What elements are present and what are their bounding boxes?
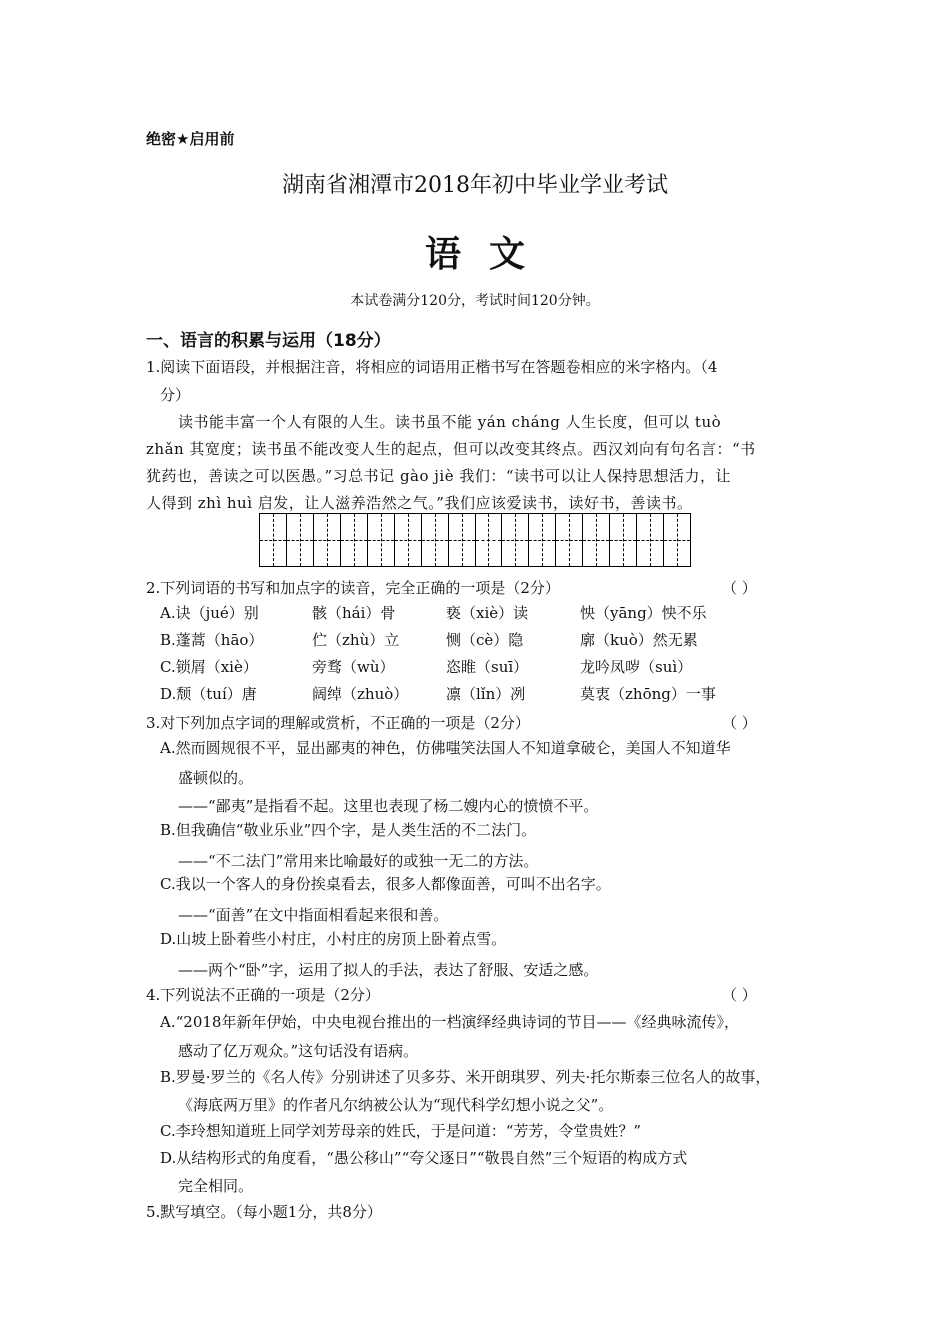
grid-cell bbox=[422, 514, 449, 566]
q1-stem-line1: 1.阅读下面语段，并根据注音，将相应的词语用正楷书写在答题卷相应的米字格内。（4 bbox=[146, 358, 718, 376]
score-info: 本试卷满分120分，考试时间120分钟。 bbox=[350, 293, 600, 309]
grid-cell bbox=[260, 514, 287, 566]
grid-cell bbox=[637, 514, 664, 566]
q2-option-item: 廓（kuò）然无累 bbox=[580, 631, 698, 649]
q3-line: ——“面善”在文中指面相看起来很和善。 bbox=[178, 906, 449, 924]
q4-line: A.“2018年新年伊始，中央电视台推出的一档演绎经典诗词的节目——《经典咏流传》， bbox=[160, 1013, 739, 1031]
q2-option-item: D.颓（tuí）唐 bbox=[160, 685, 257, 703]
q1-passage-line: 人得到 zhì huì 启发，让人滋养浩然之气。”我们应该爱读书，读好书，善读书。 bbox=[146, 494, 693, 512]
q4-answer-paren: （ ） bbox=[722, 986, 757, 1004]
grid-cell bbox=[664, 514, 690, 566]
grid-cell bbox=[314, 514, 341, 566]
q2-option-item: 莫衷（zhōng）一事 bbox=[580, 685, 716, 703]
q4-line: 感动了亿万观众。”这句话没有语病。 bbox=[178, 1042, 419, 1060]
q4-line: 《海底两万里》的作者凡尔纳被公认为“现代科学幻想小说之父”。 bbox=[178, 1096, 614, 1114]
grid-cell bbox=[529, 514, 556, 566]
q2-option-item: C.锁屑（xiè） bbox=[160, 658, 258, 676]
q1-passage-line: 犹药也，善读之可以医愚。”习总书记 gào jiè 我们：“读书可以让人保持思想活力，让 bbox=[146, 467, 732, 485]
grid-cell bbox=[610, 514, 637, 566]
grid-cell bbox=[287, 514, 314, 566]
q3-line: 盛顿似的。 bbox=[178, 769, 254, 787]
q2-option-item: 龙吟凤哕（suì） bbox=[580, 658, 693, 676]
q3-stem: 3.对下列加点字词的理解或赏析，不正确的一项是（2分） bbox=[146, 714, 530, 732]
q4-line: C.李玲想知道班上同学刘芳母亲的姓氏，于是问道：“芳芳，令堂贵姓？” bbox=[160, 1122, 642, 1140]
q4-line: D.从结构形式的角度看，“愚公移山”“夸父逐日”“敬畏自然”三个短语的构成方式 bbox=[160, 1149, 688, 1167]
grid-cell bbox=[583, 514, 610, 566]
q2-option-item: 阔绰（zhuò） bbox=[312, 685, 409, 703]
subject-title: 语文 bbox=[424, 233, 553, 275]
q2-option-item: 旁骛（wù） bbox=[312, 658, 395, 676]
q2-option-item: A.诀（jué）别 bbox=[160, 604, 259, 622]
grid-cell bbox=[395, 514, 422, 566]
q1-passage-line: 读书能丰富一个人有限的人生。读书虽不能 yán cháng 人生长度，但可以 tuò bbox=[178, 413, 722, 431]
grid-cell bbox=[502, 514, 529, 566]
q2-answer-paren: （ ） bbox=[722, 579, 757, 597]
q2-option-item: B.蓬蒿（hāo） bbox=[160, 631, 264, 649]
q4-stem: 4.下列说法不正确的一项是（2分） bbox=[146, 986, 380, 1004]
q2-option-item: 恻（cè）隐 bbox=[446, 631, 524, 649]
grid-cell bbox=[556, 514, 583, 566]
q3-line: B.但我确信“敬业乐业”四个字，是人类生活的不二法门。 bbox=[160, 821, 537, 839]
q3-line: A.然而圆规很不平，显出鄙夷的神色，仿佛嗤笑法国人不知道拿破仑，美国人不知道华 bbox=[160, 739, 731, 757]
q2-option-item: 亵（xiè）读 bbox=[446, 604, 529, 622]
exam-title: 湖南省湘潭市2018年初中毕业学业考试 bbox=[282, 173, 668, 198]
q2-option-item: 骸（hái）骨 bbox=[312, 604, 396, 622]
answer-grid bbox=[259, 513, 691, 567]
q1-passage-line: zhǎn 其宽度；读书虽不能改变人生的起点，但可以改变其终点。西汉刘向有句名言：“书 bbox=[146, 440, 756, 458]
q1-stem-line2: 分） bbox=[160, 386, 191, 404]
confidential-label: 绝密★启用前 bbox=[146, 130, 235, 148]
q2-stem: 2.下列词语的书写和加点字的读音，完全正确的一项是（2分） bbox=[146, 579, 560, 597]
grid-cell bbox=[341, 514, 368, 566]
q3-answer-paren: （ ） bbox=[722, 714, 757, 732]
q5-stem: 5.默写填空。（每小题1分，共8分） bbox=[146, 1203, 382, 1221]
q3-line: C.我以一个客人的身份挨桌看去，很多人都像面善，可叫不出名字。 bbox=[160, 875, 611, 893]
grid-cell bbox=[449, 514, 476, 566]
q3-line: ——“鄙夷”是指看不起。这里也表现了杨二嫂内心的愤愤不平。 bbox=[178, 797, 599, 815]
q2-option-item: 怏（yāng）怏不乐 bbox=[580, 604, 707, 622]
q3-line: ——“不二法门”常用来比喻最好的或独一无二的方法。 bbox=[178, 852, 539, 870]
grid-cell bbox=[476, 514, 503, 566]
q2-option-item: 恣睢（suī） bbox=[446, 658, 529, 676]
q4-line: B.罗曼·罗兰的《名人传》分别讲述了贝多芬、米开朗琪罗、列夫·托尔斯泰三位名人的故事， bbox=[160, 1068, 771, 1086]
q2-option-item: 凛（lǐn）冽 bbox=[446, 685, 526, 703]
q2-option-item: 伫（zhù）立 bbox=[312, 631, 400, 649]
section-heading: 一、语言的积累与运用（18分） bbox=[146, 331, 391, 351]
grid-cell bbox=[368, 514, 395, 566]
q4-line: 完全相同。 bbox=[178, 1177, 254, 1195]
q3-line: D.山坡上卧着些小村庄，小村庄的房顶上卧着点雪。 bbox=[160, 930, 507, 948]
q3-line: ——两个“卧”字，运用了拟人的手法，表达了舒服、安适之感。 bbox=[178, 961, 599, 979]
